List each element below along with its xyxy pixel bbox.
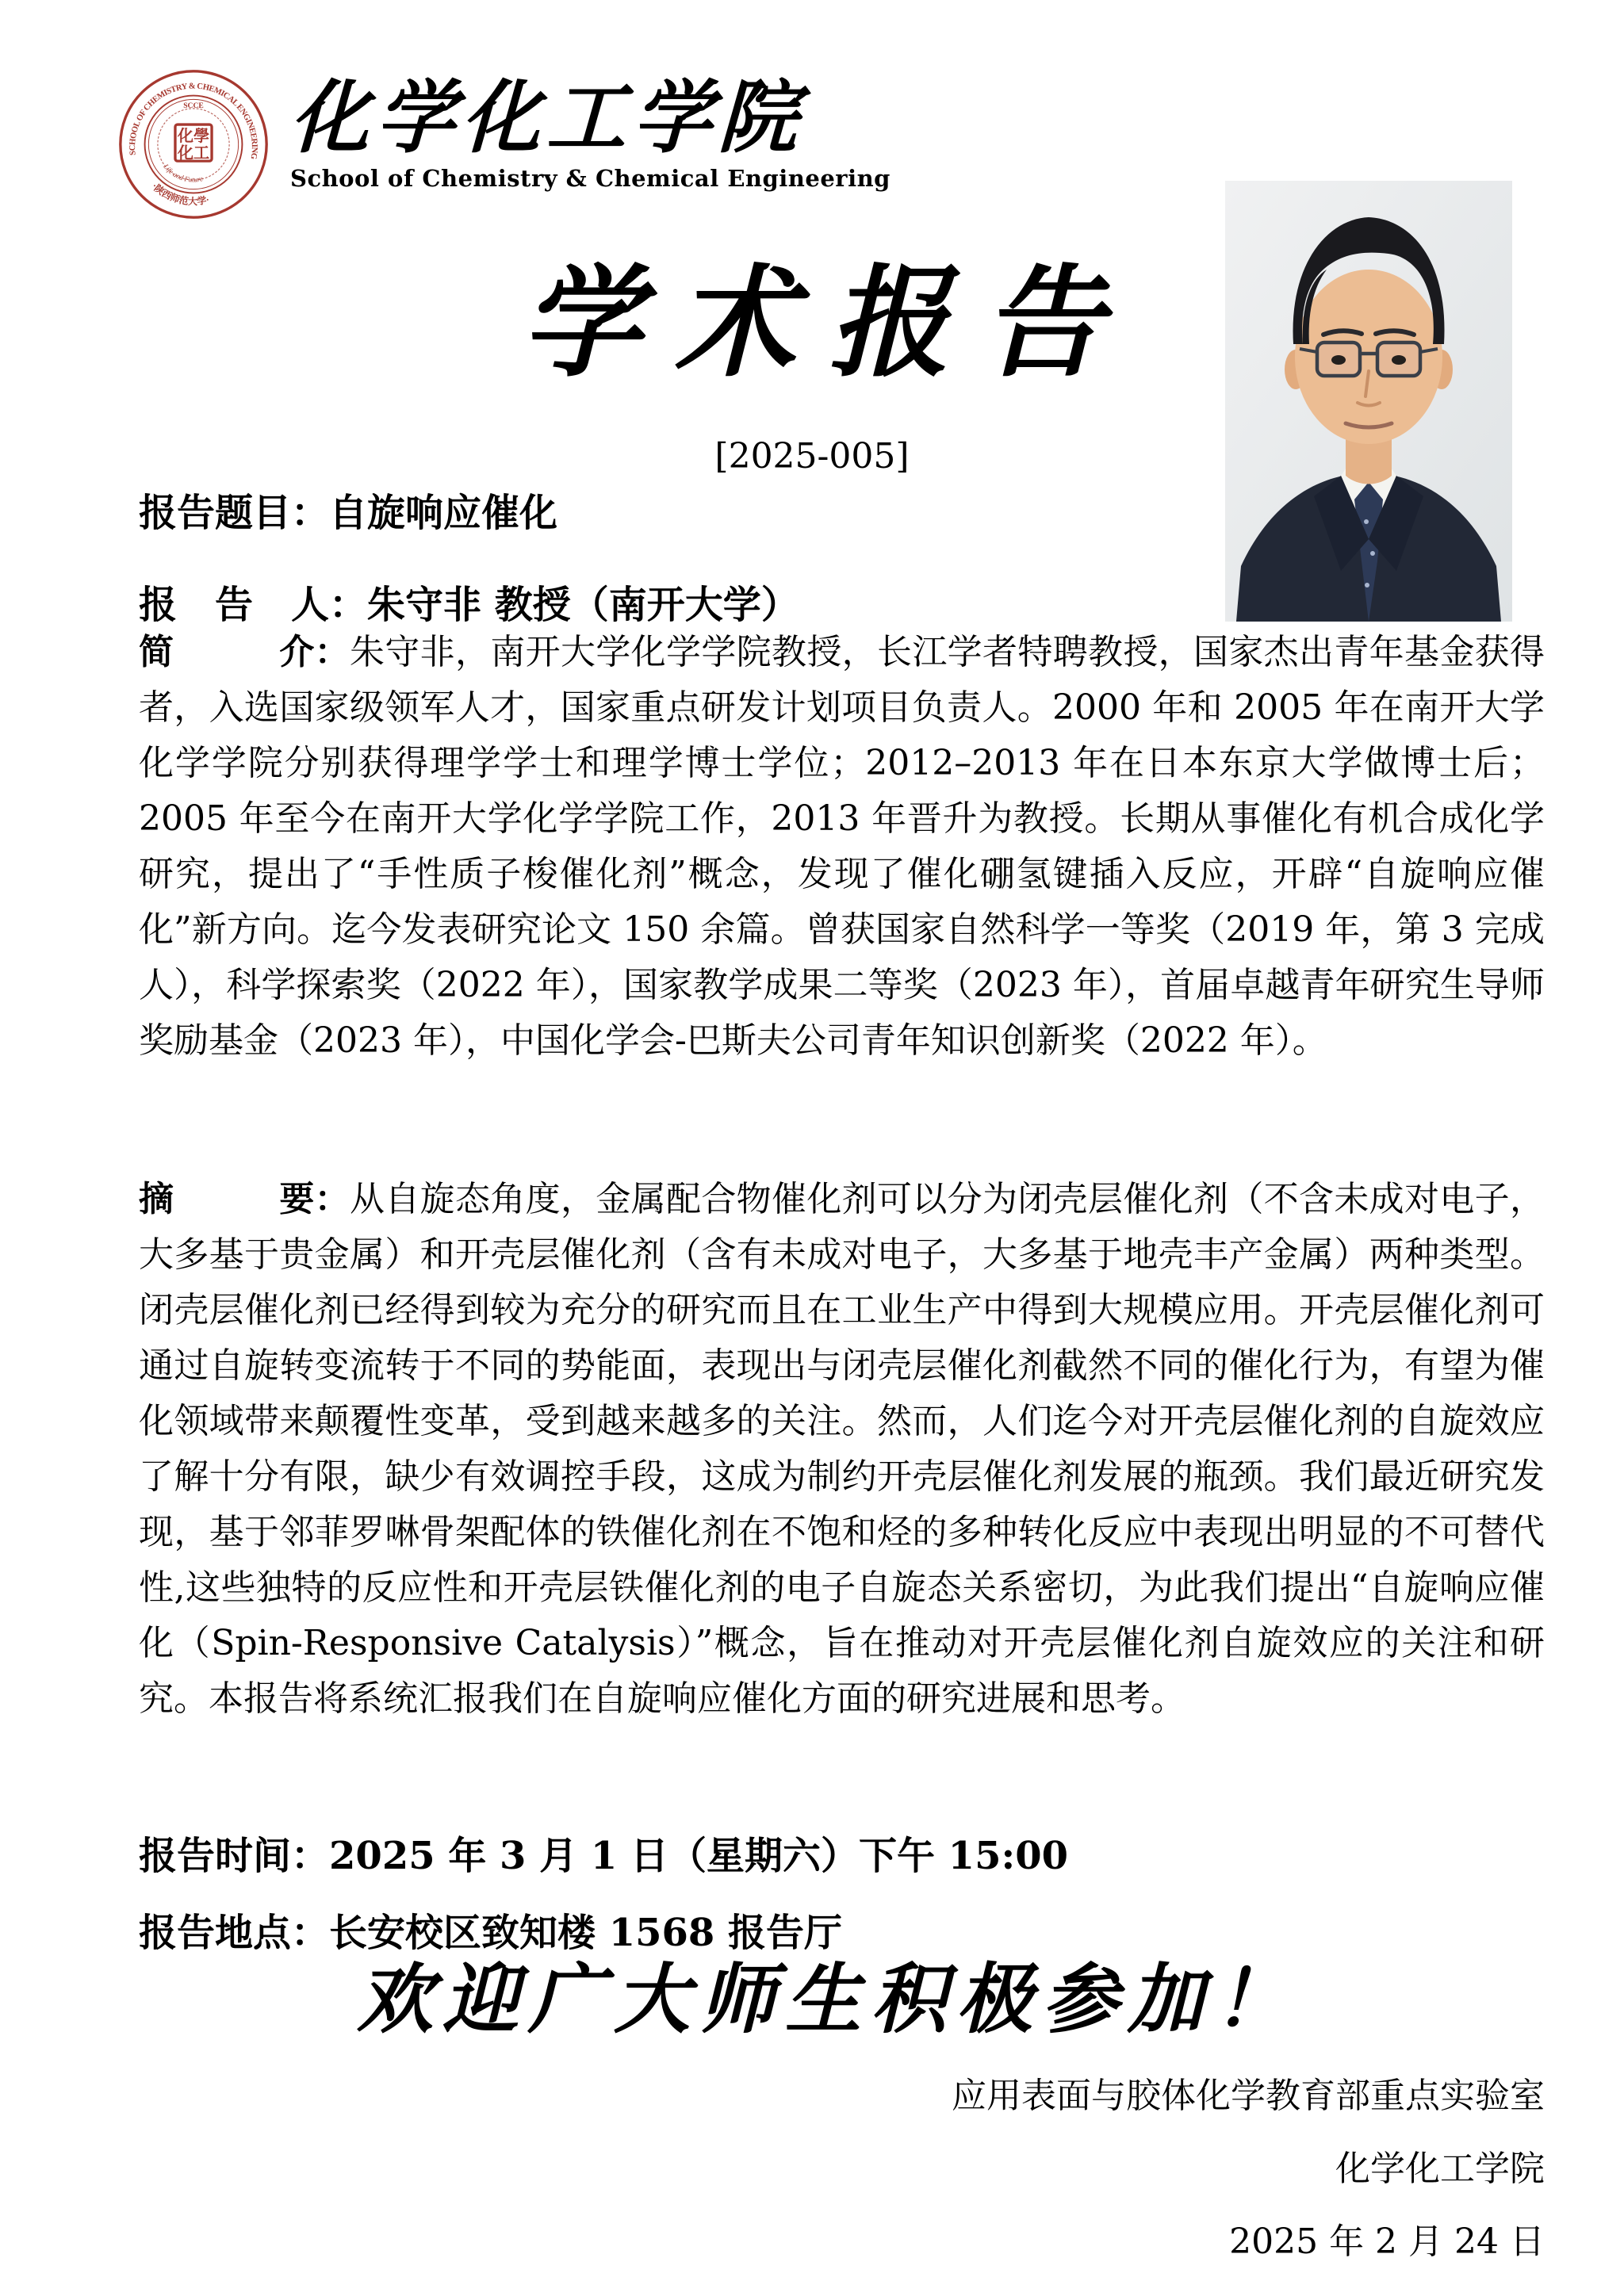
- report-time-line: [139, 1818, 1068, 1895]
- svg-text:·陕西师范大学·: [150, 181, 211, 207]
- speaker-name: 朱守非 教授（南开大学）: [367, 583, 799, 627]
- time-label: 报告时间：: [139, 1834, 330, 1878]
- speaker-label: 报 告 人：: [139, 583, 368, 627]
- bio-text: 朱守非，南开大学化学学院教授，长江学者特聘教授，国家杰出青年基金获得者，入选国家级领军人才，国家重点研发计划项目负责人。2000 年和 2005 年在南开大学化学学院分别获得理学学士和理学博士学位；2012–2013 年在日本东京大学做博士后；2005 年至今在南开大学化学学院工作，2013 年晋升为教授。长期从事催化有机合成化学研究，提出了“手性质子梭催化剂”概念，发现了催化硼氢键插入反应，开辟“自旋响应催化”新方向。迄今发表研究论文 150 余篇。曾获国家自然科学一等奖（2019 年，第 3 完成人），科学探索奖（2022 年），国家教学成果二等奖（2023 年），首届卓越青年研究生导师奖励基金（2023 年），中国化学会-巴斯夫公司青年知识创新奖（2022 年）。: [139, 632, 1545, 1061]
- issue-number: [2025-005]: [714, 436, 910, 476]
- abstract-label: 摘 要：: [139, 1179, 350, 1219]
- school-name-en: School of Chemistry & Chemical Engineering: [290, 165, 891, 192]
- bio-label: 简 介：: [139, 632, 350, 672]
- footer-signature: [952, 2060, 1545, 2279]
- school-name-cn: 化学化工学院: [288, 71, 806, 164]
- footer-lab: 应用表面与胶体化学教育部重点实验室: [952, 2076, 1545, 2116]
- svg-text:Life and Future: [162, 162, 204, 183]
- welcome-calligraphy: 欢迎广大师生积极参加！: [357, 1954, 1299, 2044]
- venue-value: 长安校区致知楼 1568 报告厅: [329, 1911, 843, 1955]
- seal-ring-text: SCHOOL OF CHEMISTRY & CHEMICAL ENGINEERING: [128, 82, 259, 161]
- speaker-line: [139, 574, 799, 629]
- report-topic: 自旋响应催化: [329, 491, 558, 535]
- seal-abbr-text: SCCE: [183, 101, 204, 110]
- page-title: 学术报告: [521, 251, 1136, 393]
- time-value: 2025 年 3 月 1 日（星期六）下午 15:00: [329, 1834, 1068, 1878]
- school-logo: [117, 68, 891, 220]
- footer-school: 化学化工学院: [1335, 2149, 1545, 2189]
- abstract-paragraph: [139, 1172, 1545, 1727]
- speaker-bio-paragraph: [139, 625, 1545, 1069]
- report-topic-line: [139, 482, 557, 537]
- footer-date: 2025 年 2 月 24 日: [1229, 2221, 1545, 2262]
- seal-center-row2: 化工: [177, 144, 210, 163]
- speaker-portrait-photo: [1225, 181, 1512, 622]
- seal-university-text: ·陕西师范大学·: [149, 180, 211, 208]
- seal-motto-text: Life and Future: [162, 162, 204, 184]
- venue-label: 报告地点：: [139, 1911, 330, 1955]
- abstract-text: 从自旋态角度，金属配合物催化剂可以分为闭壳层催化剂（不含未成对电子，大多基于贵金属）和开壳层催化剂（含有未成对电子，大多基于地壳丰产金属）两种类型。闭壳层催化剂已经得到较为充分的研究而且在工业生产中得到大规模应用。开壳层催化剂可通过自旋转变流转于不同的势能面，表现出与闭壳层催化剂截然不同的催化行为，有望为催化领域带来颠覆性变革，受到越来越多的关注。然而，人们迄今对开壳层催化剂的自旋效应了解十分有限，缺少有效调控手段，这成为制约开壳层催化剂发展的瓶颈。我们最近研究发现，基于邻菲罗啉骨架配体的铁催化剂在不饱和烃的多种转化反应中表现出明显的不可替代性,这些独特的反应性和开壳层铁催化剂的电子自旋态关系密切，为此我们提出“自旋响应催化（Spin-Responsive Catalysis）”概念，旨在推动对开壳层催化剂自旋效应的关注和研究。本报告将系统汇报我们在自旋响应催化方面的研究进展和思考。: [139, 1179, 1545, 1719]
- report-topic-label: 报告题目：: [139, 491, 330, 535]
- school-name-block: [290, 68, 891, 192]
- school-seal-icon: [117, 68, 270, 220]
- seal-center-row1: 化學: [177, 128, 210, 146]
